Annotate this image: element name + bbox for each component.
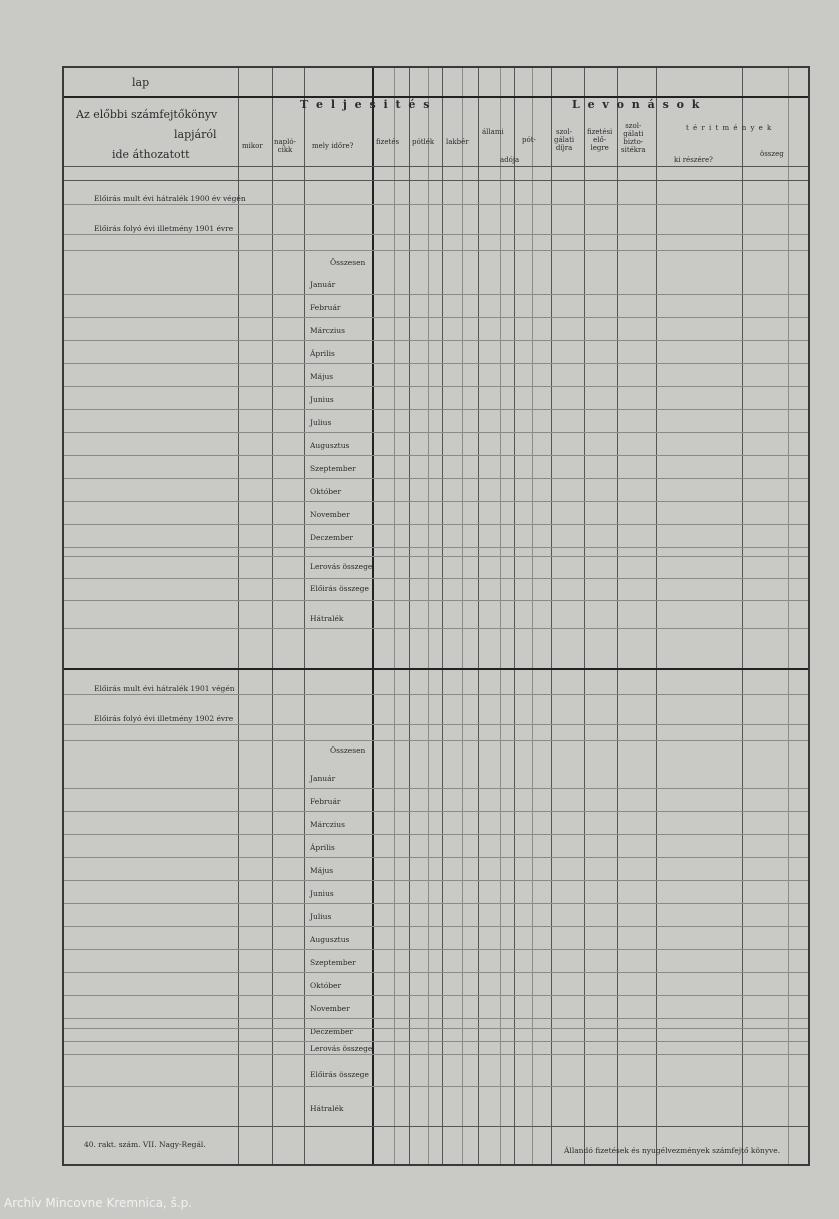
row-rule [64, 724, 808, 725]
col-teritmenyek: t é r i t m é n y e k [686, 124, 773, 132]
row-rule [64, 250, 808, 251]
rule [238, 68, 239, 1164]
s2-month-1: Február [310, 797, 341, 806]
row-rule [64, 628, 808, 629]
row-rule [64, 386, 808, 387]
col-lakber: lakbér [446, 138, 469, 146]
s1-month-1: Február [310, 303, 341, 312]
row-rule [64, 578, 808, 579]
row-rule [64, 972, 808, 973]
col-adoja: adója [500, 156, 520, 164]
row-rule [64, 409, 808, 410]
s2-month-5: Junius [310, 889, 334, 898]
row-rule [64, 857, 808, 858]
rule [64, 166, 808, 167]
row-rule [64, 547, 808, 548]
row-rule [64, 363, 808, 364]
s2-month-10: November [310, 1004, 350, 1013]
row-rule [64, 234, 808, 235]
row-rule [64, 788, 808, 789]
s1-osszesen-label: Összesen [330, 258, 366, 267]
s2-month-9: Október [310, 981, 342, 990]
s1-eloiras-label: Előirás összege [310, 584, 369, 593]
s1-hatralek-label: Hátralék [310, 614, 344, 623]
row-rule [64, 455, 808, 456]
row-rule [64, 294, 808, 295]
s2-month-6: Julius [310, 912, 332, 921]
col-szolg-dij: szol- gálati díjra [554, 128, 575, 152]
rule [409, 68, 410, 1164]
row-rule [64, 694, 808, 695]
rule [500, 68, 501, 1164]
s2-mult-label: Előirás mult évi hátralék 1901 végén [94, 684, 235, 693]
rule [551, 68, 552, 1164]
s2-month-2: Márczius [310, 820, 345, 829]
s1-month-6: Julius [310, 418, 332, 427]
archive-watermark: Archív Mincovne Kremnica, š.p. [4, 1196, 193, 1210]
row-rule [64, 317, 808, 318]
s1-month-2: Márczius [310, 326, 345, 335]
col-naplo: napló- cikk [274, 138, 296, 154]
teljesites-header: T e l j e s i t é s [300, 98, 432, 111]
prev-line-1: Az előbbi számfejtőkönyv [76, 108, 218, 121]
rule [462, 68, 463, 1164]
lap-label: lap [132, 76, 150, 89]
row-rule [64, 949, 808, 950]
rule [742, 68, 743, 1164]
footer-left: 40. rakt. szám. VII. Nagy-Regál. [84, 1140, 206, 1149]
row-rule [64, 204, 808, 205]
row-rule [64, 478, 808, 479]
rule [788, 68, 789, 1164]
prev-line-3: ide áthozatott [112, 148, 190, 161]
rule [272, 68, 273, 1164]
rule [64, 180, 808, 181]
row-rule [64, 995, 808, 996]
s2-month-8: Szeptember [310, 958, 356, 967]
rule [514, 68, 515, 1164]
rule [394, 68, 395, 1164]
s1-month-0: Január [310, 280, 336, 289]
s1-month-10: November [310, 510, 350, 519]
s2-folyo-label: Előirás folyó évi illetmény 1902 évre [94, 714, 234, 723]
s1-lerovas-label: Lerovás összege [310, 562, 373, 571]
s2-osszesen-label: Összesen [330, 746, 366, 755]
rule [64, 1126, 808, 1127]
s1-month-8: Szeptember [310, 464, 356, 473]
rule [64, 668, 808, 670]
s1-mult-label: Előirás mult évi hátralék 1900 év végén [94, 194, 246, 203]
s1-month-4: Május [310, 372, 334, 381]
row-rule [64, 1028, 808, 1029]
prev-line-2: lapjáról [174, 128, 217, 141]
col-mely-idore: mely időre? [312, 142, 354, 150]
row-rule [64, 600, 808, 601]
s2-month-0: Január [310, 774, 336, 783]
rule [584, 68, 585, 1164]
rule [442, 68, 443, 1164]
s2-month-7: Augusztus [310, 935, 350, 944]
col-fizetesi: fizetési elő- legre [587, 128, 613, 152]
col-allami: állami [482, 128, 504, 136]
s1-month-5: Junius [310, 395, 334, 404]
row-rule [64, 1054, 808, 1055]
row-rule [64, 811, 808, 812]
row-rule [64, 524, 808, 525]
s1-month-3: Április [310, 349, 335, 358]
col-fizetes: fizetés [376, 138, 400, 146]
row-rule [64, 926, 808, 927]
levonasok-header: L e v o n á s o k [572, 98, 702, 111]
s1-month-7: Augusztus [310, 441, 350, 450]
row-rule [64, 880, 808, 881]
rule [428, 68, 429, 1164]
s2-eloiras-label: Előirás összege [310, 1070, 369, 1079]
s1-month-9: Október [310, 487, 342, 496]
ledger-sheet [62, 66, 810, 1166]
s2-month-11: Deczember [310, 1027, 353, 1036]
rule [478, 68, 479, 1164]
row-rule [64, 340, 808, 341]
row-rule [64, 1018, 808, 1019]
rule [304, 68, 305, 1164]
row-rule [64, 501, 808, 502]
row-rule [64, 903, 808, 904]
col-osszeg: összeg [760, 150, 784, 158]
s2-lerovas-label: Lerovás összege [310, 1044, 373, 1053]
rule [532, 68, 533, 1164]
s2-month-3: Április [310, 843, 335, 852]
s2-month-4: Május [310, 866, 334, 875]
row-rule [64, 1086, 808, 1087]
col-mikor: mikor [242, 142, 263, 150]
rule [372, 68, 374, 1164]
row-rule [64, 432, 808, 433]
col-ki-reszere: ki részére? [674, 156, 713, 164]
row-rule [64, 1041, 808, 1042]
row-rule [64, 834, 808, 835]
s1-folyo-label: Előirás folyó évi illetmény 1901 évre [94, 224, 234, 233]
rule [617, 68, 618, 1164]
rule [656, 68, 657, 1164]
col-pot: pót- [522, 136, 536, 144]
s1-month-11: Deczember [310, 533, 353, 542]
s2-hatralek-label: Hátralék [310, 1104, 344, 1113]
row-rule [64, 740, 808, 741]
col-szolg-bizt: szol- gálati bizto- sitékra [621, 122, 646, 154]
col-potlek: pótlék [412, 138, 435, 146]
row-rule [64, 556, 808, 557]
footer-right: Állandó fizetések és nyugélvezmények számfejtő könyve. [564, 1146, 781, 1155]
